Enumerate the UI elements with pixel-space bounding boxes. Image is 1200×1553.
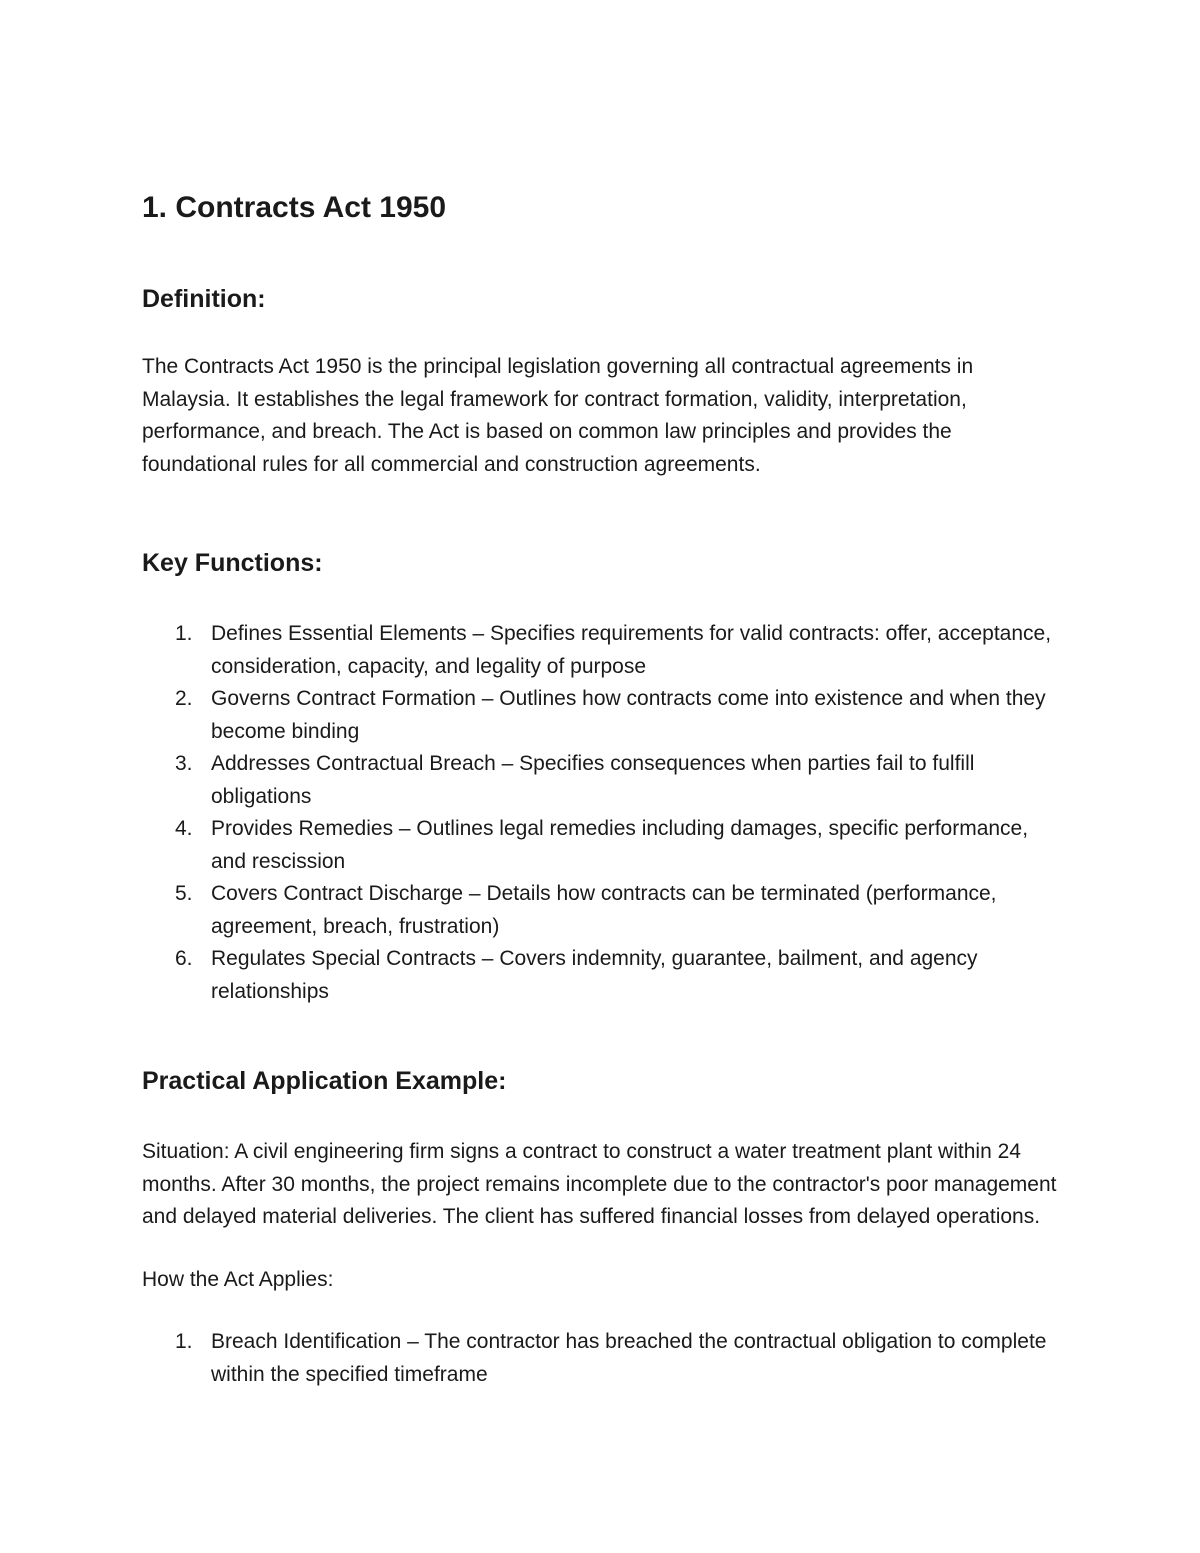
list-number: 1. — [175, 1330, 193, 1353]
application-list — [142, 1326, 1062, 1391]
list-number: 3. — [175, 752, 193, 775]
key-functions-heading: Key Functions: — [142, 549, 323, 577]
page-title: 1. Contracts Act 1950 — [142, 191, 447, 224]
list-item-text: Regulates Special Contracts – Covers indemnity, guarantee, bailment, and agency relationships — [211, 947, 978, 1003]
list-item — [141, 813, 1062, 878]
list-item-text: Provides Remedies – Outlines legal remedies including damages, specific performance, and rescission — [211, 817, 1029, 873]
list-item — [141, 1326, 1062, 1391]
list-item-text: Defines Essential Elements – Specifies requirements for valid contracts: offer, acceptance, consideration, capacity, and legality of purpose — [211, 622, 1052, 678]
list-number: 5. — [175, 882, 193, 905]
list-item-text: Breach Identification – The contractor has breached the contractual obligation to complete within the specified timeframe — [211, 1330, 1047, 1386]
how-act-applies-label: How the Act Applies: — [142, 1267, 334, 1291]
definition-heading: Definition: — [142, 285, 266, 313]
list-item-text: Covers Contract Discharge – Details how contracts can be terminated (performance, agreement, breach, frustration) — [211, 882, 997, 938]
key-functions-list — [142, 618, 1062, 1008]
list-item — [141, 878, 1062, 943]
list-item — [141, 748, 1062, 813]
list-number: 4. — [175, 817, 193, 840]
practical-application-heading: Practical Application Example: — [142, 1067, 507, 1095]
list-item-text: Governs Contract Formation – Outlines how contracts come into existence and when they become binding — [211, 687, 1046, 743]
list-item — [141, 683, 1062, 748]
list-number: 6. — [175, 947, 193, 970]
list-item — [141, 943, 1062, 1008]
list-item-text: Addresses Contractual Breach – Specifies consequences when parties fail to fulfill obligations — [211, 752, 975, 808]
situation-text: Situation: A civil engineering firm signs a contract to construct a water treatment plant within 24 months. After 30 months, the project remains incomplete due to the contractor's poor management and delayed material deliveries. The client has suffered financial losses from delayed operations. — [142, 1140, 1057, 1228]
list-number: 2. — [175, 687, 193, 710]
list-number: 1. — [175, 622, 193, 645]
definition-text: The Contracts Act 1950 is the principal legislation governing all contractual agreements in Malaysia. It establishes the legal framework for contract formation, validity, interpretation, performance, and breach. The Act is based on common law principles and provides the foundational rules for all commercial and construction agreements. — [142, 355, 974, 476]
document-page — [142, 186, 1062, 1391]
list-item — [141, 618, 1062, 683]
